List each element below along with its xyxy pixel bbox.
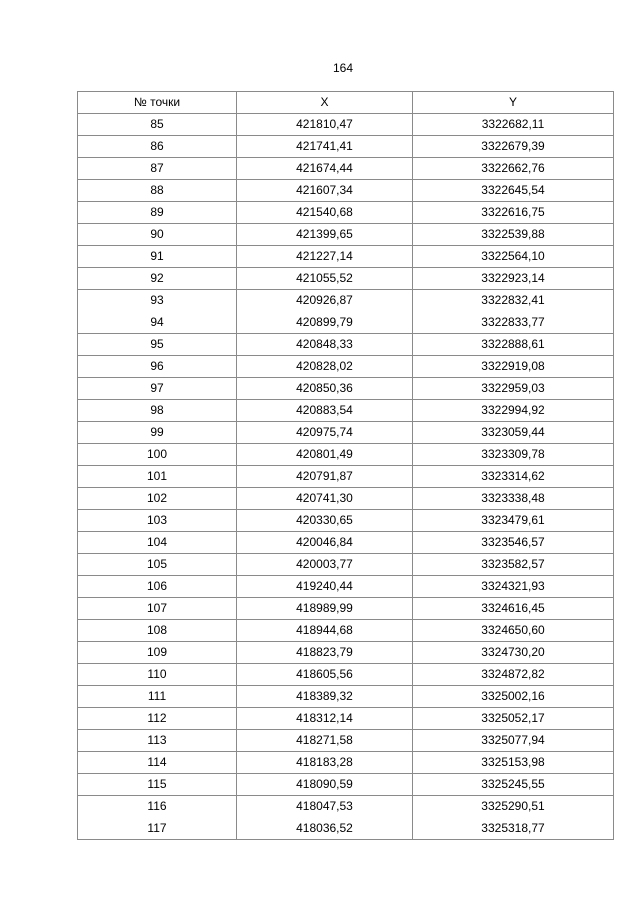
point-number-cell: 104: [78, 532, 237, 554]
y-cell: 3323582,57: [413, 554, 614, 576]
point-number-cell: 87: [78, 158, 237, 180]
x-cell: 420883,54: [237, 400, 413, 422]
x-cell: 420848,33: [237, 334, 413, 356]
y-cell: 3324730,20: [413, 642, 614, 664]
y-cell: 3322682,11: [413, 114, 614, 136]
point-number-cell: 95: [78, 334, 237, 356]
y-cell: 3323546,57: [413, 532, 614, 554]
y-cell: 3323314,62: [413, 466, 614, 488]
point-number-cell: 90: [78, 224, 237, 246]
table-row: [78, 378, 614, 400]
point-number-cell: 99: [78, 422, 237, 444]
point-number-cell: 114: [78, 752, 237, 774]
x-cell: 420926,87: [237, 290, 413, 312]
y-cell: 3322832,41: [413, 290, 614, 312]
point-number-cell: 105: [78, 554, 237, 576]
table-row: [78, 488, 614, 510]
x-cell: 420828,02: [237, 356, 413, 378]
x-cell: 418605,56: [237, 664, 413, 686]
table-row: [78, 752, 614, 774]
table-row: [78, 114, 614, 136]
table-row: [78, 334, 614, 356]
x-cell: 418047,53: [237, 796, 413, 818]
point-number-cell: 94: [78, 312, 237, 334]
table-row: [78, 532, 614, 554]
table-row: [78, 642, 614, 664]
point-number-cell: 103: [78, 510, 237, 532]
y-cell: 3322645,54: [413, 180, 614, 202]
y-cell: 3324321,93: [413, 576, 614, 598]
x-cell: 421399,65: [237, 224, 413, 246]
point-number-cell: 92: [78, 268, 237, 290]
x-cell: 420046,84: [237, 532, 413, 554]
point-number-cell: 108: [78, 620, 237, 642]
x-cell: 418823,79: [237, 642, 413, 664]
x-cell: 418989,99: [237, 598, 413, 620]
y-cell: 3323338,48: [413, 488, 614, 510]
point-number-cell: 86: [78, 136, 237, 158]
x-cell: 418036,52: [237, 818, 413, 840]
point-number-cell: 85: [78, 114, 237, 136]
y-cell: 3324616,45: [413, 598, 614, 620]
y-cell: 3324650,60: [413, 620, 614, 642]
x-cell: 418271,58: [237, 730, 413, 752]
point-number-cell: 97: [78, 378, 237, 400]
x-cell: 421055,52: [237, 268, 413, 290]
y-cell: 3325245,55: [413, 774, 614, 796]
table-row: [78, 312, 614, 334]
point-number-cell: 111: [78, 686, 237, 708]
x-cell: 421607,34: [237, 180, 413, 202]
x-cell: 420801,49: [237, 444, 413, 466]
x-cell: 420791,87: [237, 466, 413, 488]
point-number-cell: 93: [78, 290, 237, 312]
point-number-cell: 115: [78, 774, 237, 796]
table-row: [78, 246, 614, 268]
table-row: [78, 136, 614, 158]
y-cell: 3323479,61: [413, 510, 614, 532]
y-cell: 3325290,51: [413, 796, 614, 818]
y-cell: 3325153,98: [413, 752, 614, 774]
table-row: [78, 290, 614, 312]
point-number-cell: 89: [78, 202, 237, 224]
point-number-cell: 101: [78, 466, 237, 488]
table-row: [78, 554, 614, 576]
x-cell: 420975,74: [237, 422, 413, 444]
point-number-cell: 96: [78, 356, 237, 378]
column-header-point-number: № точки: [78, 92, 237, 114]
table-row: [78, 620, 614, 642]
y-cell: 3325002,16: [413, 686, 614, 708]
x-cell: 418389,32: [237, 686, 413, 708]
y-cell: 3325077,94: [413, 730, 614, 752]
y-cell: 3322959,03: [413, 378, 614, 400]
x-cell: 421741,41: [237, 136, 413, 158]
table-row: [78, 510, 614, 532]
x-cell: 421227,14: [237, 246, 413, 268]
y-cell: 3322994,92: [413, 400, 614, 422]
x-cell: 421540,68: [237, 202, 413, 224]
x-cell: 420850,36: [237, 378, 413, 400]
point-number-cell: 88: [78, 180, 237, 202]
y-cell: 3322564,10: [413, 246, 614, 268]
y-cell: 3322539,88: [413, 224, 614, 246]
table-row: [78, 708, 614, 730]
y-cell: 3322888,61: [413, 334, 614, 356]
table-row: [78, 818, 614, 840]
page-number: 164: [332, 61, 354, 75]
table-row: [78, 202, 614, 224]
table-row: [78, 158, 614, 180]
point-number-cell: 106: [78, 576, 237, 598]
table-row: [78, 664, 614, 686]
x-cell: 420330,65: [237, 510, 413, 532]
y-cell: 3325052,17: [413, 708, 614, 730]
table-row: [78, 774, 614, 796]
y-cell: 3322833,77: [413, 312, 614, 334]
y-cell: 3323309,78: [413, 444, 614, 466]
point-number-cell: 112: [78, 708, 237, 730]
y-cell: 3325318,77: [413, 818, 614, 840]
x-cell: 419240,44: [237, 576, 413, 598]
x-cell: 418944,68: [237, 620, 413, 642]
table-row: [78, 422, 614, 444]
point-number-cell: 113: [78, 730, 237, 752]
point-number-cell: 110: [78, 664, 237, 686]
table-row: [78, 400, 614, 422]
table-row: [78, 224, 614, 246]
table-header-row: [78, 92, 614, 114]
point-number-cell: 102: [78, 488, 237, 510]
x-cell: 421674,44: [237, 158, 413, 180]
y-cell: 3322919,08: [413, 356, 614, 378]
table-row: [78, 796, 614, 818]
column-header-x: X: [237, 92, 413, 114]
point-number-cell: 98: [78, 400, 237, 422]
x-cell: 418090,59: [237, 774, 413, 796]
x-cell: 421810,47: [237, 114, 413, 136]
y-cell: 3322923,14: [413, 268, 614, 290]
point-number-cell: 107: [78, 598, 237, 620]
table-row: [78, 268, 614, 290]
point-number-cell: 116: [78, 796, 237, 818]
coordinates-table: [77, 91, 614, 840]
x-cell: 420899,79: [237, 312, 413, 334]
y-cell: 3324872,82: [413, 664, 614, 686]
table-row: [78, 356, 614, 378]
column-header-y: Y: [413, 92, 614, 114]
point-number-cell: 100: [78, 444, 237, 466]
table-body: [78, 114, 614, 840]
x-cell: 420003,77: [237, 554, 413, 576]
table-row: [78, 598, 614, 620]
table-row: [78, 686, 614, 708]
y-cell: 3322679,39: [413, 136, 614, 158]
x-cell: 418183,28: [237, 752, 413, 774]
table-row: [78, 180, 614, 202]
point-number-cell: 117: [78, 818, 237, 840]
table-row: [78, 730, 614, 752]
point-number-cell: 91: [78, 246, 237, 268]
point-number-cell: 109: [78, 642, 237, 664]
x-cell: 420741,30: [237, 488, 413, 510]
table-row: [78, 576, 614, 598]
table-row: [78, 466, 614, 488]
y-cell: 3322662,76: [413, 158, 614, 180]
y-cell: 3322616,75: [413, 202, 614, 224]
y-cell: 3323059,44: [413, 422, 614, 444]
x-cell: 418312,14: [237, 708, 413, 730]
table-row: [78, 444, 614, 466]
